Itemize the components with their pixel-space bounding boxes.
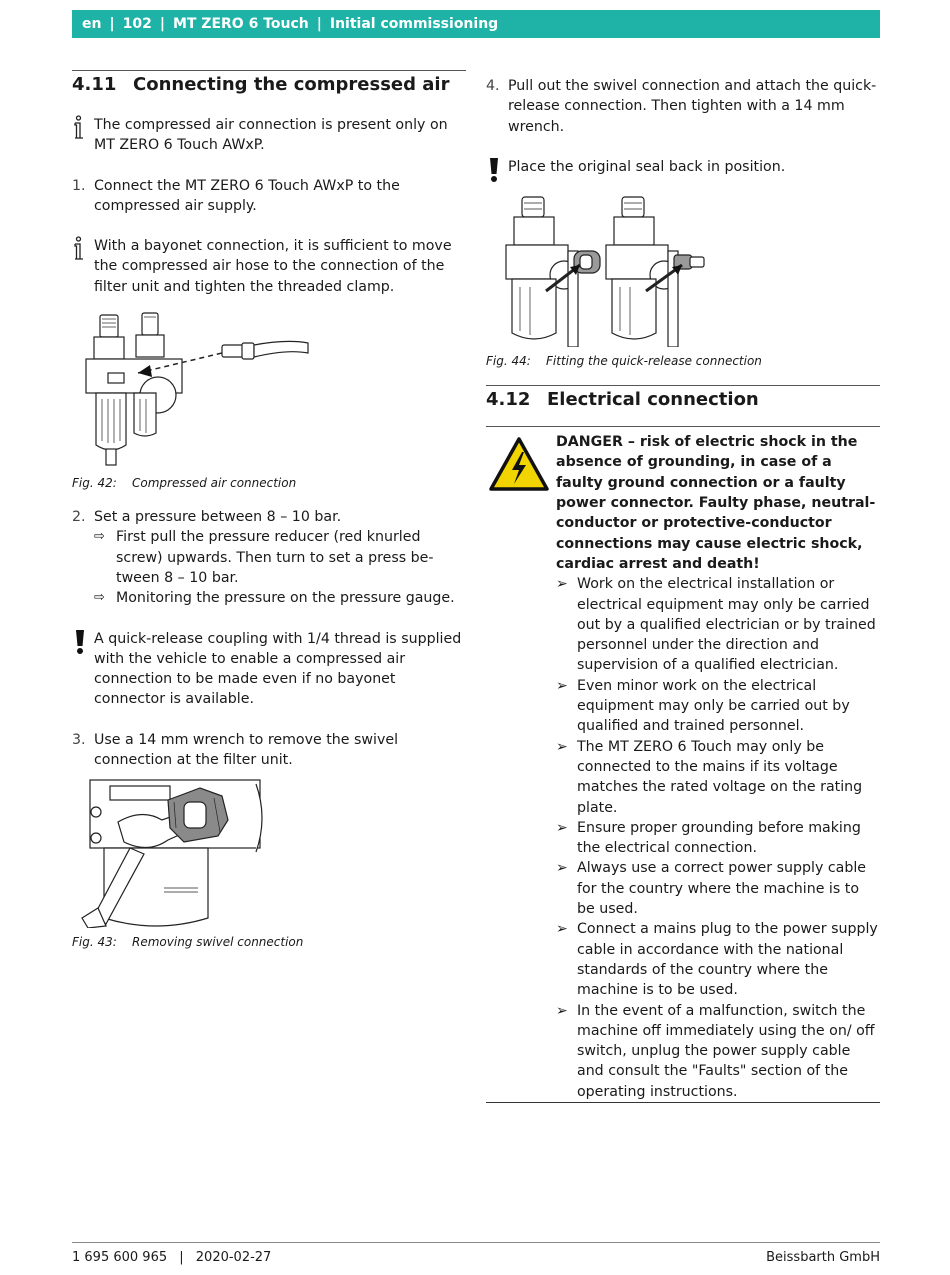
page-header: en | 102 | MT ZERO 6 Touch | Initial commissioning xyxy=(72,10,880,38)
hollow-arrow-icon: ⇨ xyxy=(94,590,105,606)
section-title: Connecting the compressed air xyxy=(133,74,450,95)
page-footer xyxy=(72,1242,880,1266)
danger-bullet-text: Always use a correct power supply cable for the country where the machine is to be used. xyxy=(577,860,867,918)
danger-bullet xyxy=(556,1001,880,1102)
substep-text: First pull the pressure reducer (red knurled screw) upwards. Then turn to set a press be-tween 8 – 10 bar. xyxy=(116,529,434,586)
info-note-text: With a bayonet connection, it is sufficient to move the compressed air hose to the connection of the filter unit and tighten the threaded clamp. xyxy=(94,238,452,295)
triangle-arrow-icon: ➢ xyxy=(556,819,568,836)
substep xyxy=(72,527,466,588)
danger-bullet-text: Ensure proper grounding before making the electrical connection. xyxy=(577,819,861,857)
danger-bullet-list xyxy=(556,574,880,1102)
info-note xyxy=(72,115,466,156)
step-text: Pull out the swivel connection and attach the quick-release connection. Then tighten with a 14 mm wrench. xyxy=(508,78,877,135)
danger-bullet-text: Work on the electrical installation or electrical equipment may only be carried out by a qualified electrician or by trained personnel under the direction and supervision of a qualified electrician. xyxy=(577,576,876,674)
figure-label: Fig. 42: xyxy=(72,476,117,491)
header-page-number: 102 xyxy=(122,16,152,32)
step-4 xyxy=(486,76,880,137)
step-number: 2. xyxy=(72,509,86,526)
danger-bullet xyxy=(556,676,880,737)
danger-bullet xyxy=(556,919,880,1000)
figure-label: Fig. 44: xyxy=(486,354,531,369)
step-number: 3. xyxy=(72,731,86,748)
triangle-arrow-icon: ➢ xyxy=(556,738,568,755)
danger-bullet-text: The MT ZERO 6 Touch may only be connected to the mains if its voltage matches the rated voltage on the rating plate. xyxy=(577,738,863,816)
step-text: Use a 14 mm wrench to remove the swivel connection at the filter unit. xyxy=(94,731,399,769)
danger-bullet-text: Even minor work on the electrical equipment may only be carried out by qualified and trained personnel. xyxy=(577,677,850,735)
attention-note-text: Place the original seal back in position. xyxy=(508,158,786,175)
figure-caption xyxy=(486,353,880,369)
section-title: Electrical connection xyxy=(547,389,759,411)
substep xyxy=(72,588,466,608)
compressed-air-connection-illustration xyxy=(72,309,322,469)
attention-note-text: A quick-release coupling with 1/4 thread is supplied with the vehicle to enable a compressed air connection to be made even if no bayonet connector is available. xyxy=(94,630,462,708)
triangle-arrow-icon: ➢ xyxy=(556,921,568,938)
triangle-arrow-icon: ➢ xyxy=(556,860,568,877)
info-icon xyxy=(72,115,88,141)
header-language: en xyxy=(82,16,102,32)
figure-caption xyxy=(72,934,466,950)
triangle-arrow-icon: ➢ xyxy=(556,1002,568,1019)
exclamation-icon xyxy=(486,157,502,183)
danger-bullet-text: Connect a mains plug to the power supply cable in accordance with the national standards of the country where the machine is to be used. xyxy=(577,921,878,999)
figure-caption-text: Fitting the quick-release connection xyxy=(546,354,762,369)
danger-box xyxy=(486,426,880,1103)
figure-caption xyxy=(72,475,466,491)
step-text: Connect the MT ZERO 6 Touch AWxP to the compressed air supply. xyxy=(94,177,400,214)
danger-bullet xyxy=(556,858,880,919)
step-3 xyxy=(72,730,466,771)
figure-label: Fig. 43: xyxy=(72,935,117,950)
document-date: 2020-02-27 xyxy=(195,1250,272,1265)
substep-text: Monitoring the pressure on the pressure gauge. xyxy=(116,590,455,607)
danger-title: DANGER – risk of electric shock in the absence of grounding, in case of a faulty ground connection or a faulty power connector. Faulty phase, neutral-conductor or protective-conductor connections may cause electric shock, cardiac arrest and death! xyxy=(556,434,876,572)
right-column xyxy=(486,70,880,1103)
section-heading-4-12 xyxy=(486,385,880,412)
hollow-arrow-icon: ⇨ xyxy=(94,529,105,545)
removing-swivel-connection-illustration xyxy=(72,778,272,928)
info-note xyxy=(72,236,466,297)
step-number: 4. xyxy=(486,78,500,94)
exclamation-icon xyxy=(72,629,88,655)
attention-note xyxy=(486,157,880,177)
high-voltage-warning-icon xyxy=(488,436,550,492)
header-product: MT ZERO 6 Touch xyxy=(172,16,309,32)
info-icon xyxy=(72,236,88,262)
attention-note xyxy=(72,629,466,710)
step-1 xyxy=(72,176,466,217)
step-text: Set a pressure between 8 – 10 bar. xyxy=(94,509,342,526)
left-column xyxy=(72,70,466,950)
footer-separator: | xyxy=(179,1250,184,1265)
quick-release-connection-illustration xyxy=(486,195,726,347)
figure-caption-text: Compressed air connection xyxy=(132,476,297,491)
triangle-arrow-icon: ➢ xyxy=(556,576,568,593)
section-heading-4-11 xyxy=(72,70,466,97)
company-name: Beissbarth GmbH xyxy=(766,1250,880,1265)
step-number: 1. xyxy=(72,177,86,194)
info-note-text: The compressed air connection is present only on MT ZERO 6 Touch AWxP. xyxy=(94,117,448,154)
step-2 xyxy=(72,507,466,527)
danger-bullet-text: In the event of a malfunction, switch the machine off immediately using the on/ off switch, unplug the power supply cable and consult the "Faults" section of the operating instructions. xyxy=(577,1002,875,1100)
danger-bullet xyxy=(556,574,880,675)
section-number: 4.12 xyxy=(486,389,531,411)
header-chapter: Initial commissioning xyxy=(329,16,499,32)
triangle-arrow-icon: ➢ xyxy=(556,677,568,694)
danger-bullet xyxy=(556,818,880,859)
figure-caption-text: Removing swivel connection xyxy=(132,935,304,950)
document-number: 1 695 600 965 xyxy=(72,1250,168,1265)
section-number: 4.11 xyxy=(72,74,117,95)
danger-bullet xyxy=(556,737,880,818)
